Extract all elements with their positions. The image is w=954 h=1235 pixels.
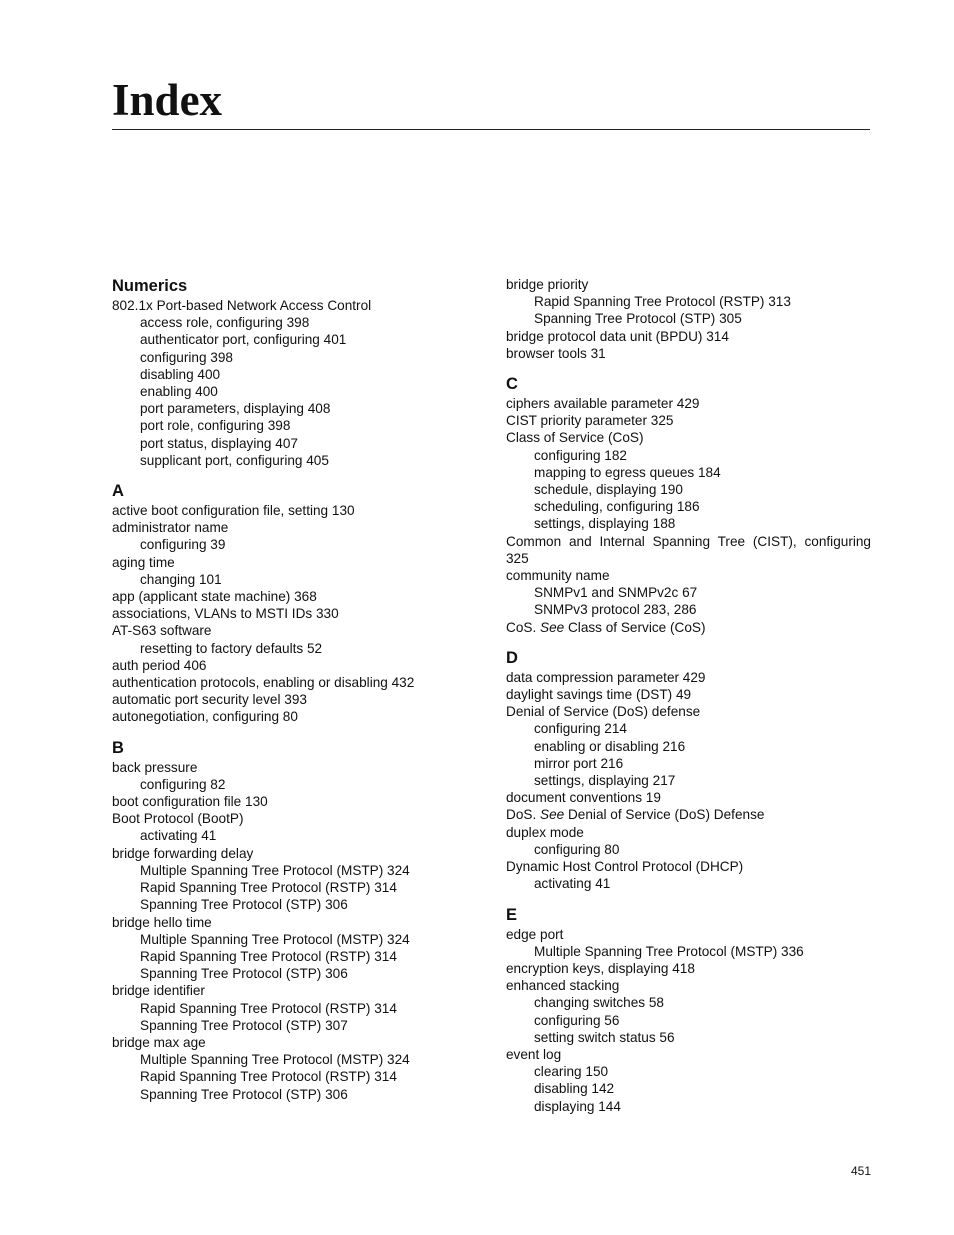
index-entry: browser tools 31 [506,345,606,361]
index-subentry: Spanning Tree Protocol (STP) 305 [534,311,742,327]
index-subentry: changing switches 58 [534,995,664,1011]
section-heading: B [112,738,124,757]
index-subentry: clearing 150 [534,1064,609,1080]
index-entry: bridge identifier [112,983,205,999]
index-subentry: Multiple Spanning Tree Protocol (MSTP) 336 [534,943,804,959]
index-column-left [112,276,482,1115]
index-subentry: Rapid Spanning Tree Protocol (RSTP) 314 [140,1000,397,1016]
index-entry: 802.1x Port-based Network Access Control [112,298,372,313]
index-entry: associations, VLANs to MSTI IDs 330 [112,606,339,622]
index-entry: automatic port security level 393 [112,692,307,708]
index-entry: document conventions 19 [506,790,661,806]
index-subentry: scheduling, configuring 186 [534,499,700,515]
index-subentry: Spanning Tree Protocol (STP) 307 [140,1017,348,1033]
index-section [506,374,871,636]
index-entry: encryption keys, displaying 418 [506,960,695,976]
title-rule [112,129,870,130]
index-subentry: activating 41 [534,876,611,892]
index-subentry: disabling 400 [140,366,221,382]
index-subentry: Rapid Spanning Tree Protocol (RSTP) 314 [140,948,397,964]
index-subentry: Spanning Tree Protocol (STP) 306 [140,897,348,913]
section-heading: E [506,905,518,924]
index-subentry: Multiple Spanning Tree Protocol (MSTP) 324 [140,931,410,947]
index-entry: edge port [506,926,564,942]
index-subentry: settings, displaying 188 [534,516,676,532]
index-subentry: Rapid Spanning Tree Protocol (RSTP) 314 [140,880,397,896]
section-heading: C [506,375,518,394]
index-subentry: schedule, displaying 190 [534,482,683,498]
see-target: Class of Service (CoS) [567,619,706,635]
index-entry: auth period 406 [112,657,207,673]
index-subentry: activating 41 [140,828,217,844]
index-subentry: changing 101 [140,571,222,587]
page-number: 451 [851,1164,872,1178]
index-entry: Common and Internal Spanning Tree (CIST), configuring 325 [506,533,871,566]
index-entry: ciphers available parameter 429 [506,396,700,412]
index-section [506,276,871,362]
index-entry: data compression parameter 429 [506,669,706,685]
index-entry: bridge max age [112,1034,206,1050]
entry-term: DoS. [506,807,537,823]
index-subentry: configuring 182 [534,447,627,463]
see-target: Denial of Service (DoS) Defense [567,807,765,823]
index-entry: autonegotiation, configuring 80 [112,709,298,725]
index-entry: CIST priority parameter 325 [506,413,674,429]
index-subentry: port status, displaying 407 [140,435,298,451]
index-entry: event log [506,1046,562,1062]
index-subentry: mirror port 216 [534,755,624,771]
index-section [112,738,482,1103]
index-entry: boot configuration file 130 [112,794,268,810]
index-subentry: configuring 39 [140,537,226,553]
index-subentry: configuring 82 [140,776,226,792]
index-entry: daylight savings time (DST) 49 [506,687,692,703]
index-section [112,276,482,469]
index-entry: aging time [112,554,175,570]
index-entry: bridge protocol data unit (BPDU) 314 [506,328,729,344]
index-entry: Class of Service (CoS) [506,430,644,446]
index-subentry: supplicant port, configuring 405 [140,452,329,468]
index-subentry: port parameters, displaying 408 [140,401,331,417]
index-subentry: setting switch status 56 [534,1029,675,1045]
index-entry: authentication protocols, enabling or disabling 432 [112,675,415,691]
index-entry: community name [506,568,610,584]
index-subentry: Spanning Tree Protocol (STP) 306 [140,1086,348,1102]
index-entry [506,619,871,636]
index-subentry: configuring 56 [534,1012,620,1028]
index-subentry: configuring 398 [140,349,233,365]
section-heading: Numerics [112,277,188,295]
index-entry: back pressure [112,759,198,775]
index-entry: Dynamic Host Control Protocol (DHCP) [506,859,744,875]
index-entry: active boot configuration file, setting 130 [112,503,355,519]
index-subentry: displaying 144 [534,1098,621,1114]
index-subentry: access role, configuring 398 [140,315,310,331]
index-subentry: disabling 142 [534,1081,615,1097]
index-entry [506,806,871,823]
index-column-right [506,276,871,1127]
index-entry: enhanced stacking [506,978,620,994]
see-reference: See [540,807,565,823]
index-entry: Denial of Service (DoS) defense [506,704,701,720]
index-subentry: Rapid Spanning Tree Protocol (RSTP) 314 [140,1069,397,1085]
section-heading: A [112,482,124,501]
index-entry: bridge hello time [112,914,212,930]
section-heading: D [506,648,518,667]
index-section [506,648,871,893]
index-entry: AT-S63 software [112,623,212,639]
index-subentry: enabling 400 [140,384,218,400]
index-section [506,905,871,1115]
index-subentry: port role, configuring 398 [140,418,291,434]
page-title: Index [112,75,223,125]
index-subentry: SNMPv1 and SNMPv2c 67 [534,585,698,601]
index-entry: bridge priority [506,277,589,292]
index-section [112,481,482,726]
index-subentry: authenticator port, configuring 401 [140,332,347,348]
index-subentry: mapping to egress queues 184 [534,464,721,480]
index-entry: administrator name [112,520,229,536]
index-entry: Boot Protocol (BootP) [112,811,244,827]
index-subentry: Spanning Tree Protocol (STP) 306 [140,966,348,982]
index-subentry: configuring 214 [534,721,627,737]
entry-term: CoS. [506,619,537,635]
index-subentry: SNMPv3 protocol 283, 286 [534,602,697,618]
see-reference: See [540,619,565,635]
index-subentry: resetting to factory defaults 52 [140,640,323,656]
index-subentry: configuring 80 [534,841,620,857]
index-entry: bridge forwarding delay [112,845,254,861]
index-subentry: enabling or disabling 216 [534,738,686,754]
index-subentry: Rapid Spanning Tree Protocol (RSTP) 313 [534,294,791,310]
index-entry: duplex mode [506,824,584,840]
index-subentry: Multiple Spanning Tree Protocol (MSTP) 324 [140,1052,410,1068]
index-subentry: settings, displaying 217 [534,773,676,789]
index-entry: app (applicant state machine) 368 [112,589,317,605]
index-subentry: Multiple Spanning Tree Protocol (MSTP) 324 [140,862,410,878]
